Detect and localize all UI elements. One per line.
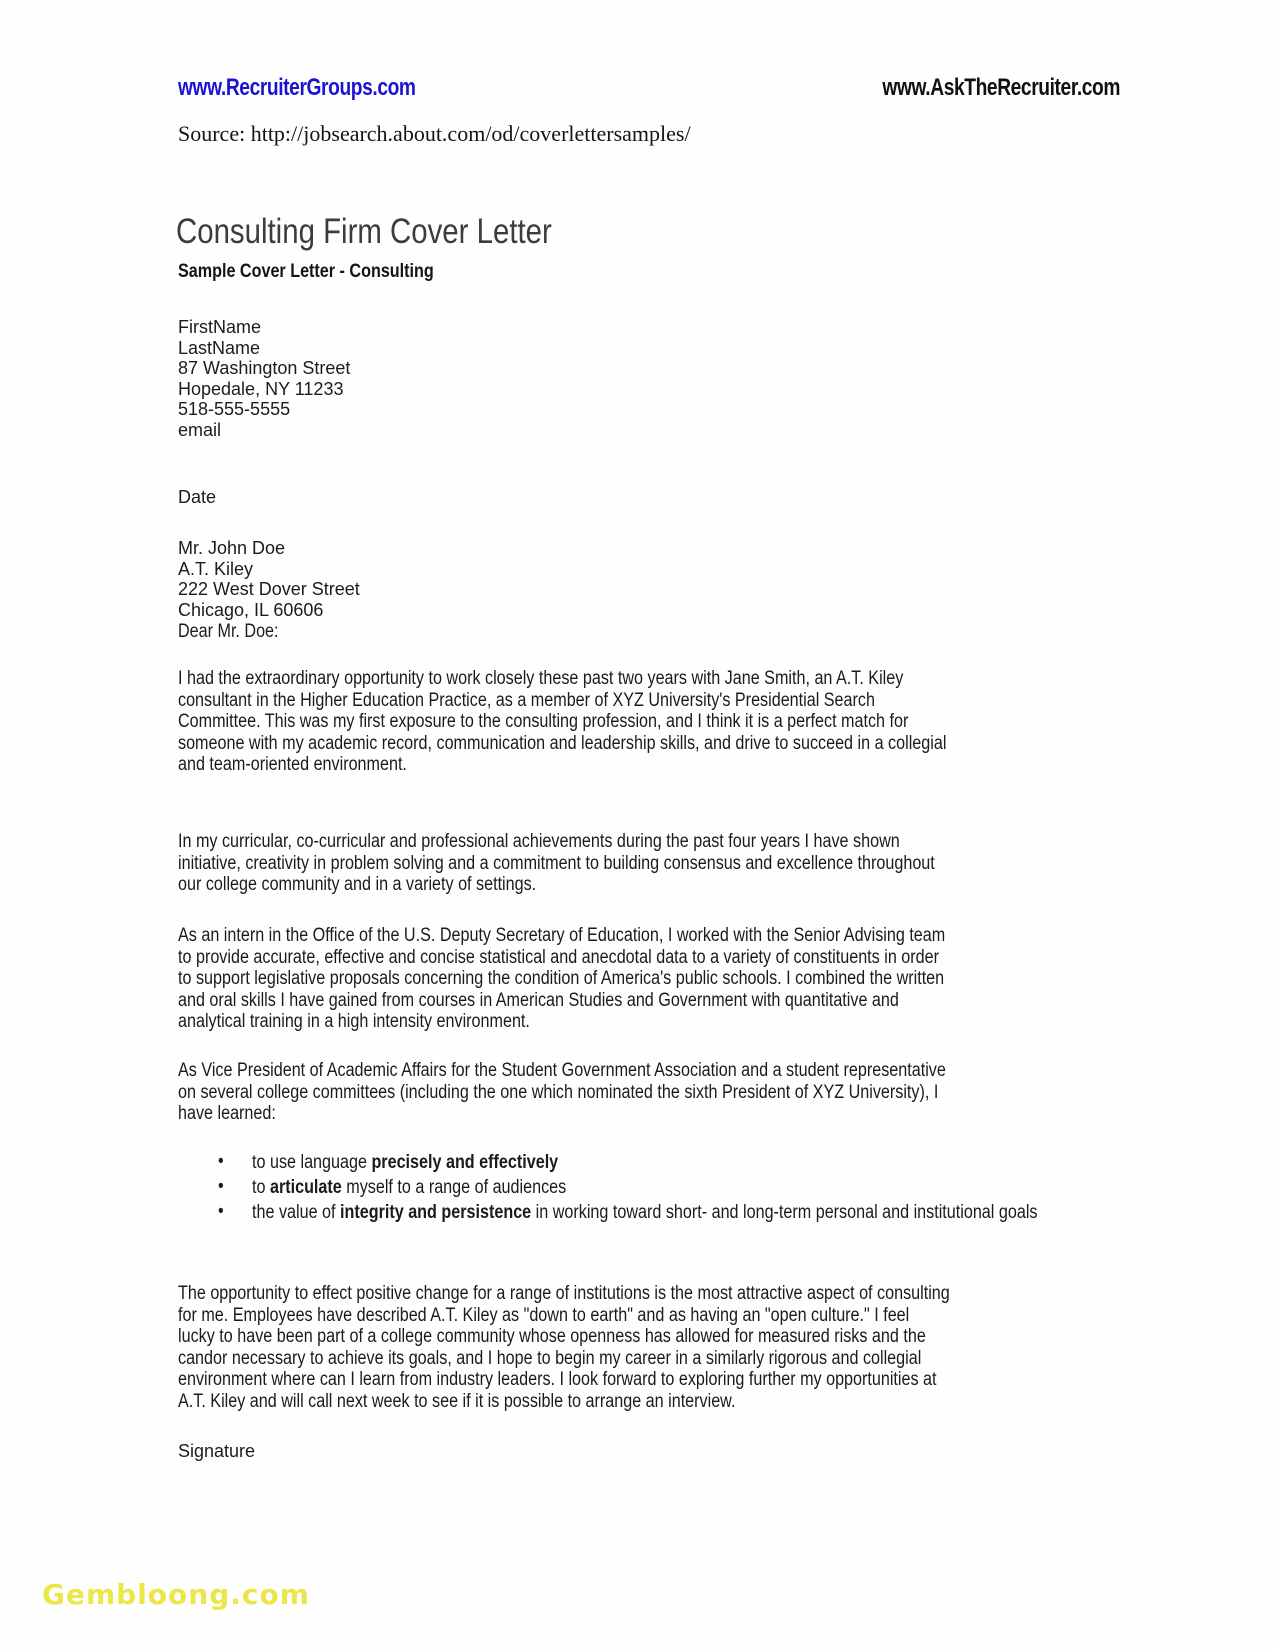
sender-line: email — [178, 419, 222, 440]
bullet-item — [218, 1177, 1119, 1199]
paragraph-line: As an intern in the Office of the U.S. Deputy Secretary of Education, I worked with the Senior Advising team — [178, 925, 946, 946]
bullet-text: to — [252, 1177, 270, 1198]
paragraph-line: I had the extraordinary opportunity to work closely these past two years with Jane Smith, an A.T. Kiley — [178, 668, 904, 689]
paragraph-line: analytical training in a high intensity environment. — [178, 1011, 530, 1032]
sender-line: 87 Washington Street — [178, 358, 351, 378]
page-title: Consulting Firm Cover Letter — [176, 212, 552, 251]
recipient-line: A.T. Kiley — [178, 558, 254, 579]
bullet-icon — [218, 1151, 224, 1173]
sender-address-block — [178, 317, 350, 440]
date-placeholder: Date — [178, 487, 217, 507]
page-subtitle: Sample Cover Letter - Consulting — [178, 261, 434, 282]
source-url-line: Source: http://jobsearch.about.com/od/coverlettersamples/ — [178, 121, 691, 146]
body-paragraph-5 — [178, 1283, 950, 1412]
paragraph-line: As Vice President of Academic Affairs for the Student Government Association and a student representative — [178, 1060, 946, 1081]
paragraph-line: consultant in the Higher Education Practice, as a member of XYZ University's Presidential Search — [178, 689, 875, 711]
bullet-text-bold: articulate — [269, 1177, 342, 1198]
body-paragraph-4 — [178, 1060, 946, 1125]
paragraph-line: In my curricular, co-curricular and professional achievements during the past four years I have shown — [178, 831, 900, 852]
bullet-item — [218, 1152, 1119, 1174]
sender-line: LastName — [178, 337, 261, 358]
header-right-url[interactable]: www.AskTheRecruiter.com — [882, 74, 1120, 101]
bullet-text-bold: integrity and persistence — [340, 1202, 532, 1223]
paragraph-line: and oral skills I have gained from courses in American Studies and Government with quantitative and — [178, 989, 899, 1011]
recipient-line: 222 West Dover Street — [178, 579, 360, 599]
body-paragraph-2 — [178, 831, 935, 896]
sender-line: FirstName — [178, 317, 262, 337]
paragraph-line: our college community and in a variety of settings. — [178, 874, 537, 895]
recipient-line: Mr. John Doe — [178, 538, 286, 558]
bullet-icon — [218, 1201, 224, 1223]
body-paragraph-3 — [178, 925, 945, 1033]
paragraph-line: The opportunity to effect positive change for a range of institutions is the most attractive aspect of consulting — [178, 1283, 950, 1304]
bullet-text-bold: precisely and effectively — [371, 1152, 559, 1173]
recipient-line: Chicago, IL 60606 — [178, 599, 324, 620]
paragraph-line: on several college committees (including the one which nominated the sixth President of XYZ University), I — [178, 1081, 939, 1103]
paragraph-line: have learned: — [178, 1103, 276, 1124]
bullet-list — [218, 1152, 1119, 1227]
paragraph-line: lucky to have been part of a college community whose openness has allowed for measured risks and the — [178, 1326, 926, 1347]
paragraph-line: to support legislative proposals concerning the condition of America's public schools. I combined the written — [178, 968, 945, 989]
bullet-text: in working toward short- and long-term personal and institutional goals — [531, 1202, 1038, 1223]
bullet-icon — [218, 1176, 224, 1198]
paragraph-line: for me. Employees have described A.T. Kiley as "down to earth" and as having an "open culture." I feel — [178, 1304, 910, 1326]
sender-line: Hopedale, NY 11233 — [178, 378, 344, 399]
bullet-text: the value of — [252, 1202, 341, 1223]
bullet-text: to use language — [252, 1152, 372, 1173]
paragraph-line: environment where can I learn from industry leaders. I look forward to exploring further my opportunities at — [178, 1369, 937, 1390]
signature-placeholder: Signature — [178, 1441, 256, 1461]
paragraph-line: to provide accurate, effective and concise statistical and anecdotal data to a variety of constituents in order — [178, 946, 940, 968]
paragraph-line: candor necessary to achieve its goals, and I hope to begin my career in a similarly rigorous and collegial — [178, 1347, 922, 1369]
header-left-url[interactable]: www.RecruiterGroups.com — [178, 74, 416, 101]
bullet-item — [218, 1202, 1119, 1224]
recipient-address-block — [178, 538, 360, 620]
salutation: Dear Mr. Doe: — [178, 621, 279, 642]
bullet-text: myself to a range of audiences — [341, 1177, 567, 1198]
paragraph-line: and team-oriented environment. — [178, 754, 407, 775]
paragraph-line: Committee. This was my first exposure to the consulting profession, and I think it is a perfect match for — [178, 711, 909, 732]
watermark-text: Gembloong.com — [42, 1578, 310, 1611]
paragraph-line: A.T. Kiley and will call next week to see if it is possible to arrange an interview. — [178, 1390, 736, 1412]
paragraph-line: someone with my academic record, communication and leadership skills, and drive to succeed in a collegial — [178, 732, 947, 754]
sender-line: 518-555-5555 — [178, 399, 291, 419]
body-paragraph-1 — [178, 668, 946, 776]
paragraph-line: initiative, creativity in problem solving and a commitment to building consensus and excellence throughout — [178, 852, 935, 874]
